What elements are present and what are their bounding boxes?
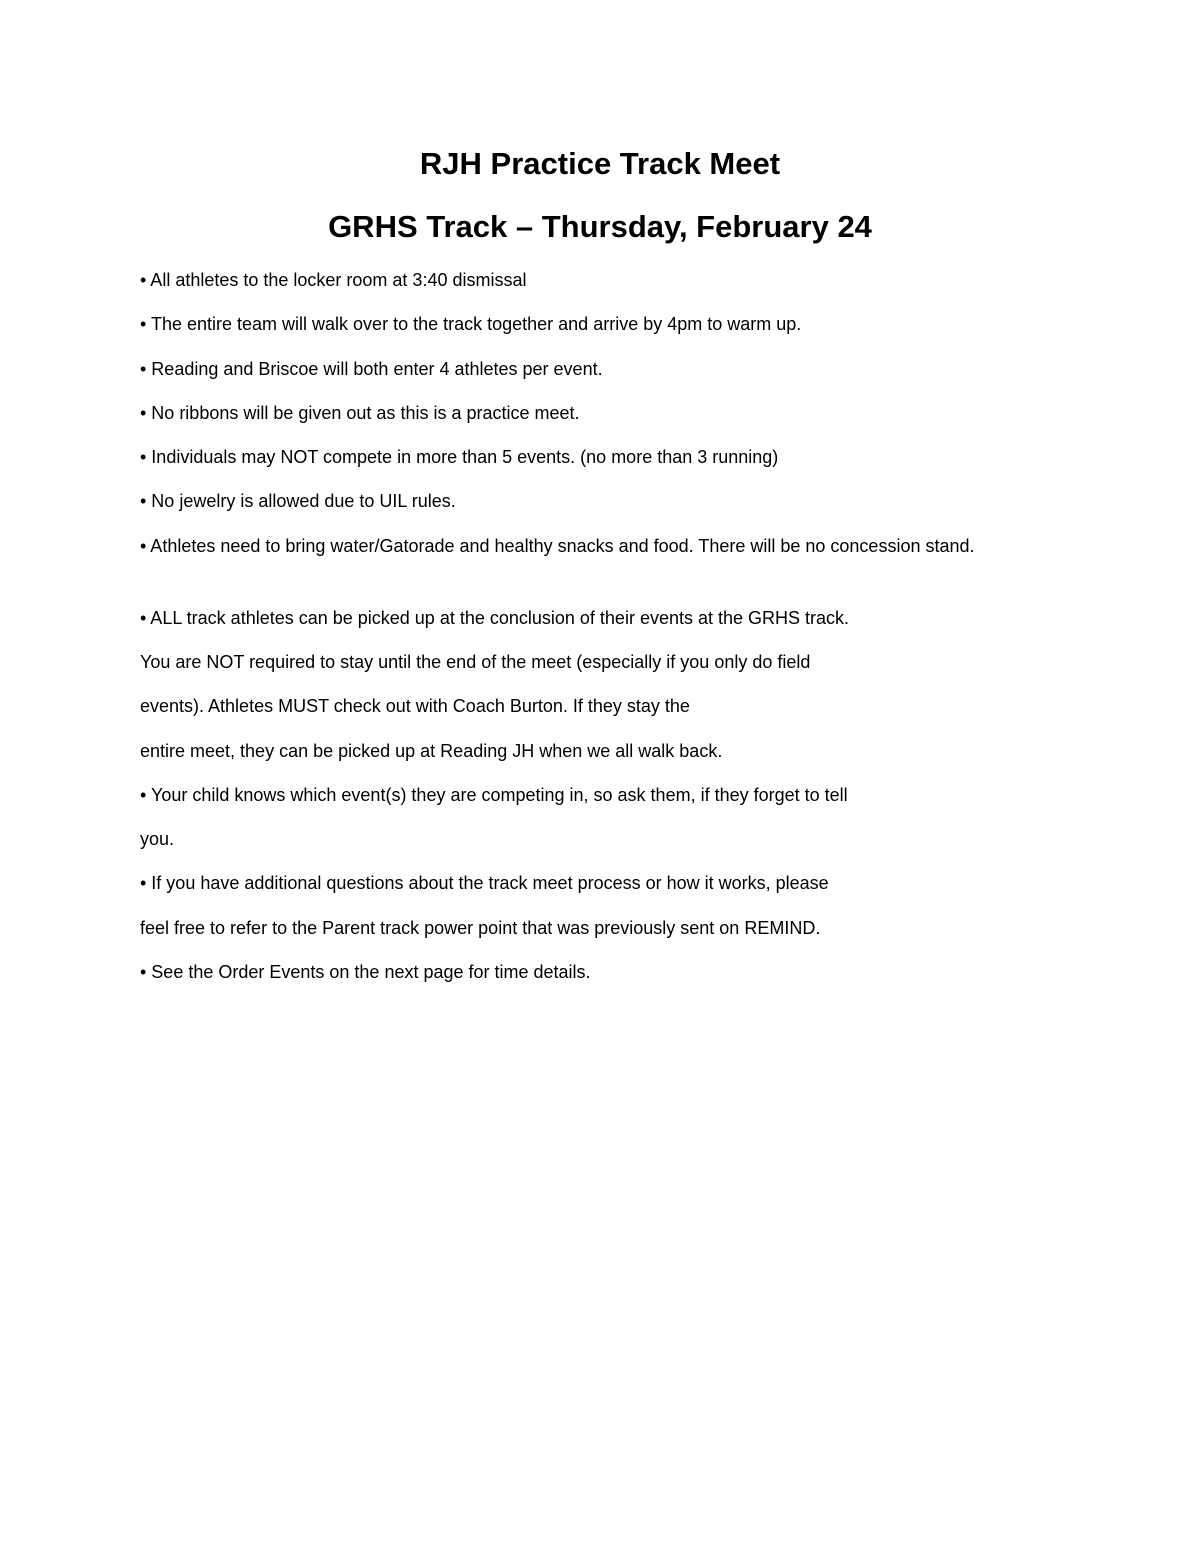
bullet-locker-room: • All athletes to the locker room at 3:40 dismissal	[140, 270, 527, 290]
bullet-order-events: • See the Order Events on the next page for time details.	[140, 962, 591, 982]
text-you: you.	[140, 829, 175, 849]
document-title: RJH Practice Track Meet	[419, 146, 781, 181]
bullet-child-knows-events: • Your child knows which event(s) they are competing in, so ask them, if they forget to tell	[140, 785, 848, 805]
bullet-no-jewelry: • No jewelry is allowed due to UIL rules.	[140, 491, 456, 511]
text-entire-meet: entire meet, they can be picked up at Reading JH when we all walk back.	[140, 741, 723, 761]
bullet-walk-to-track: • The entire team will walk over to the track together and arrive by 4pm to warm up.	[140, 314, 802, 334]
text-check-out: events). Athletes MUST check out with Coach Burton. If they stay the	[140, 696, 690, 716]
bullet-additional-questions: • If you have additional questions about the track meet process or how it works, please	[140, 873, 829, 893]
text-power-point: feel free to refer to the Parent track power point that was previously sent on REMIND.	[140, 918, 821, 938]
bullet-athletes-per-event: • Reading and Briscoe will both enter 4 athletes per event.	[140, 359, 603, 379]
document-subtitle: GRHS Track – Thursday, February 24	[328, 209, 872, 244]
bullet-event-limit: • Individuals may NOT compete in more than 5 events. (no more than 3 running)	[140, 447, 779, 467]
bullet-no-ribbons: • No ribbons will be given out as this is a practice meet.	[140, 403, 580, 423]
bullet-bring-water: • Athletes need to bring water/Gatorade and healthy snacks and food. There will be no concession stand.	[140, 536, 975, 556]
bullet-pickup: • ALL track athletes can be picked up at the conclusion of their events at the GRHS track.	[140, 608, 850, 628]
text-not-required-stay: You are NOT required to stay until the end of the meet (especially if you only do field	[140, 652, 811, 672]
